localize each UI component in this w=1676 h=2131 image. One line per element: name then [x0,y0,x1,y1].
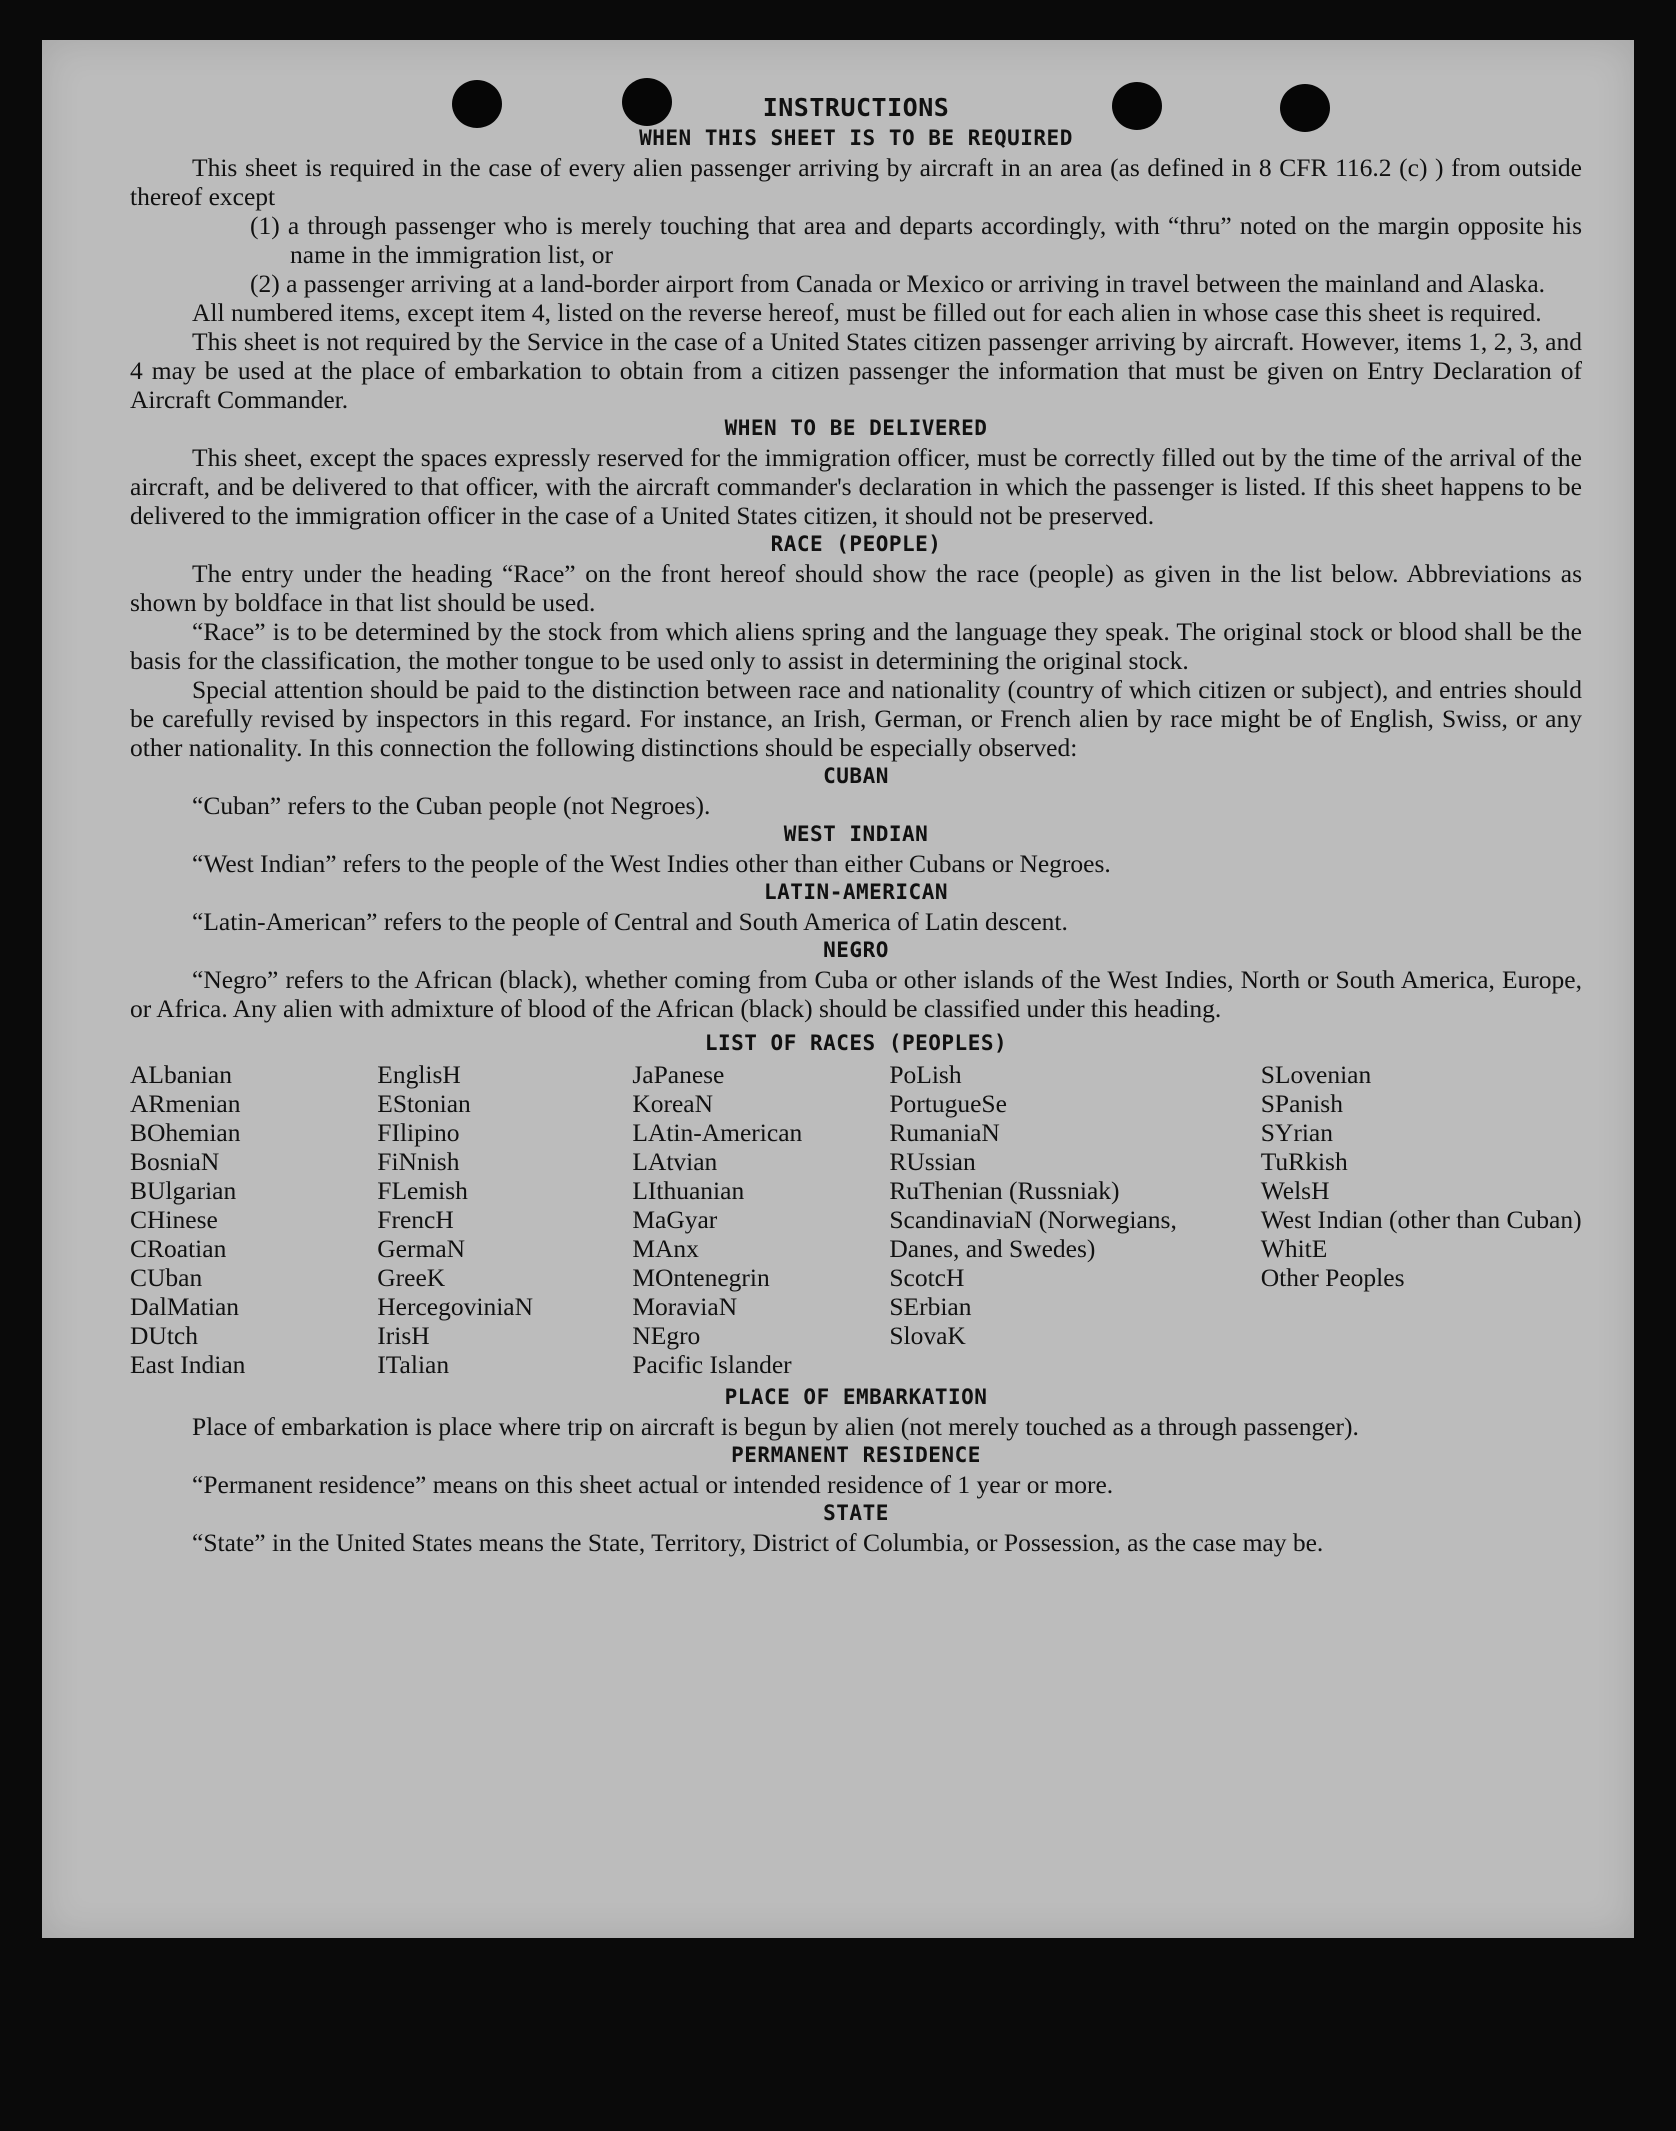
paragraph: Place of embarkation is place where trip on aircraft is begun by alien (not merely touched as a through passenger). [192,1412,1359,1441]
paragraph: This sheet is not required by the Service in the case of a United States citizen passenger arriving by aircraft. However, items 1, 2, 3, and 4 may be used at the place of embarkation to obtain from a citizen passenger the information that must be given on Entry Declaration of Aircraft Commander. [130,327,1582,414]
race-item: GreeK [377,1263,446,1292]
race-item: BUlgarian [130,1176,237,1205]
race-item: East Indian [130,1350,246,1379]
section-heading: NEGRO [823,938,889,962]
instructions-content [130,92,1582,1557]
race-item: JaPanese [632,1060,725,1089]
section-heading: WEST INDIAN [783,822,929,846]
race-item: BOhemian [130,1118,241,1147]
race-column [632,1060,889,1379]
section-heading: WHEN TO BE DELIVERED [724,416,988,440]
race-item: SYrian [1260,1118,1333,1147]
race-item: SlovaK [889,1321,966,1350]
paragraph: “Race” is to be determined by the stock from which aliens spring and the language they speak. The original stock or blood shall be the basis for the classification, the mother tongue to be used only to assist in determining the original stock. [130,617,1582,675]
race-item: RUssian [889,1147,976,1176]
race-item: MoraviaN [632,1292,738,1321]
race-item: FIlipino [377,1118,460,1147]
section-heading: PERMANENT RESIDENCE [731,1443,981,1467]
race-column [377,1060,632,1379]
paragraph: “Cuban” refers to the Cuban people (not Negroes). [192,791,711,820]
race-item: MAnx [632,1234,699,1263]
race-column [889,1060,1234,1379]
paragraph: This sheet is required in the case of every alien passenger arriving by aircraft in an area (as defined in 8 CFR 116.2 (c) ) from outside thereof except [130,153,1582,211]
race-item: ALbanian [130,1060,232,1089]
race-column [1235,1060,1582,1379]
race-item: RuThenian (Russniak) [889,1176,1120,1205]
race-item: SLovenian [1260,1060,1372,1089]
race-item: LIthuanian [632,1176,745,1205]
race-item: IrisH [377,1321,430,1350]
race-item: KoreaN [632,1089,714,1118]
race-item: LAtvian [632,1147,718,1176]
race-item: BosniaN [130,1147,220,1176]
race-item: EStonian [377,1089,471,1118]
race-column [130,1060,377,1379]
race-item: CRoatian [130,1234,227,1263]
race-item: ITalian [377,1350,450,1379]
paragraph: “Latin-American” refers to the people of Central and South America of Latin descent. [192,907,1068,936]
paragraph: “Negro” refers to the African (black), whether coming from Cuba or other islands of the West Indies, North or South America, Europe, or Africa. Any alien with admixture of blood of the African (black) should be classified under this heading. [130,965,1582,1023]
race-item: FLemish [377,1176,468,1205]
race-item: FrencH [377,1205,454,1234]
race-item: CUban [130,1263,203,1292]
race-item: RumaniaN [889,1118,1000,1147]
race-item: WhitE [1260,1234,1328,1263]
paragraph: Special attention should be paid to the distinction between race and nationality (country of which citizen or subject), and entries should be carefully revised by inspectors in this regard. For instance, an Irish, German, or French alien by race might be of English, Swiss, or any other nationality. In this connection the following distinctions should be especially observed: [130,675,1582,762]
list-item: (1) a through passenger who is merely touching that area and departs accordingly, with “thru” noted on the margin opposite his name in the immigration list, or [250,211,1582,269]
paragraph: “State” in the United States means the State, Territory, District of Columbia, or Possession, as the case may be. [192,1528,1324,1557]
race-item: CHinese [130,1205,218,1234]
section-heading: LIST OF RACES (PEOPLES) [704,1031,1008,1055]
race-item: LAtin-American [632,1118,803,1147]
paragraph: All numbered items, except item 4, listed on the reverse hereof, must be filled out for each alien in whose case this sheet is required. [192,298,1542,327]
race-item: HercegoviniaN [377,1292,534,1321]
paragraph: The entry under the heading “Race” on the front hereof should show the race (people) as given in the list below. Abbreviations as shown by boldface in that list should be used. [130,559,1582,617]
race-item: EnglisH [377,1060,461,1089]
race-item: PortugueSe [889,1089,1007,1118]
section-heading: PLACE OF EMBARKATION [724,1385,988,1409]
race-item: West Indian (other than Cuban) [1260,1205,1582,1234]
race-list [130,1060,1582,1379]
race-item: WelsH [1260,1176,1330,1205]
race-item: ARmenian [130,1089,241,1118]
race-item: DUtch [130,1321,198,1350]
race-item: MaGyar [632,1205,718,1234]
race-item: GermaN [377,1234,466,1263]
race-item: MOntenegrin [632,1263,770,1292]
race-item: NEgro [632,1321,701,1350]
race-item: ScandinaviaN (Norwegians, Danes, and Swedes) [889,1205,1177,1263]
race-item: TuRkish [1260,1147,1348,1176]
race-item: Pacific Islander [632,1350,792,1379]
list-item: (2) a passenger arriving at a land-border airport from Canada or Mexico or arriving in travel between the mainland and Alaska. [250,269,1546,298]
section-heading: WHEN THIS SHEET IS TO BE REQUIRED [639,126,1073,150]
race-item: Other Peoples [1260,1263,1405,1292]
race-item: PoLish [889,1060,962,1089]
paragraph: “Permanent residence” means on this sheet actual or intended residence of 1 year or more. [192,1470,1114,1499]
section-heading: LATIN-AMERICAN [763,880,948,904]
race-item: FiNnish [377,1147,460,1176]
section-heading: RACE (PEOPLE) [770,532,942,556]
race-item: SErbian [889,1292,972,1321]
page-title: INSTRUCTIONS [762,93,950,122]
race-item: DalMatian [130,1292,240,1321]
paragraph: “West Indian” refers to the people of the West Indies other than either Cubans or Negroes. [192,849,1111,878]
paragraph: This sheet, except the spaces expressly reserved for the immigration officer, must be correctly filled out by the time of the arrival of the aircraft, and be delivered to that officer, with the aircraft commander's declaration in which the passenger is listed. If this sheet happens to be delivered to the immigration officer in the case of a United States citizen, it should not be preserved. [130,443,1582,530]
section-heading: CUBAN [823,764,889,788]
race-item: SPanish [1260,1089,1343,1118]
document-sheet [42,40,1634,1938]
race-item: ScotcH [889,1263,965,1292]
section-heading: STATE [823,1501,889,1525]
